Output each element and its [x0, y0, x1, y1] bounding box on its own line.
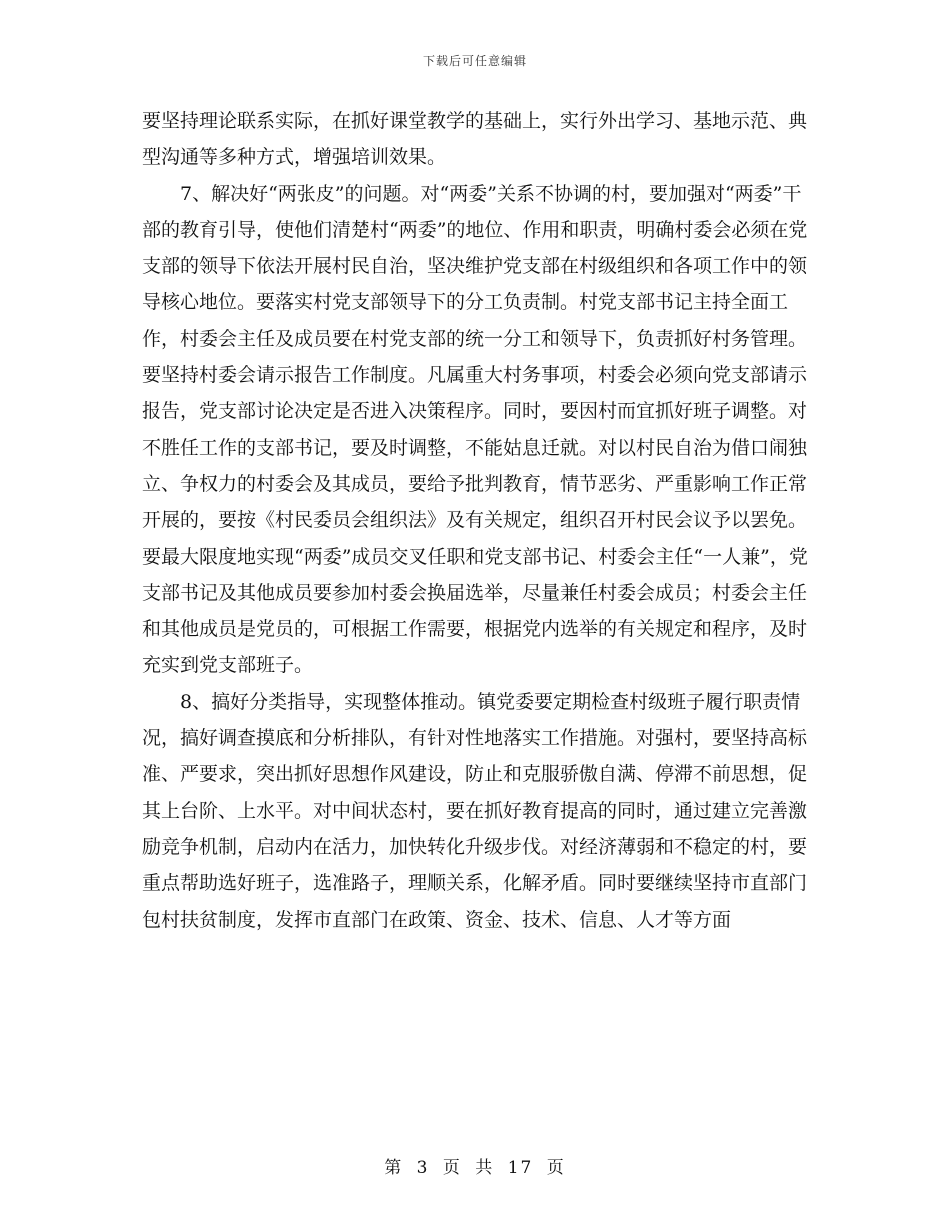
paragraph-item-7: 7、解决好“两张皮”的问题。对“两委”关系不协调的村，要加强对“两委”干部的教育引导，使他们清楚村“两委”的地位、作用和职责，明确村委会必须在党支部的领导下依法开展村民自治，坚决维护党支部在村级组织和各项工作中的领导核心地位。要落实村党支部领导下的分工负责制。村党支部书记主持全面工作，村委会主任及成员要在村党支部的统一分工和领导下，负责抓好村务管理。要坚持村委会请示报告工作制度。凡属重大村务事项，村委会必须向党支部请示报告，党支部讨论决定是否进入决策程序。同时，要因村而宜抓好班子调整。对不胜任工作的支部书记，要及时调整，不能姑息迁就。对以村民自治为借口闹独立、争权力的村委会及其成员，要给予批判教育，情节恶劣、严重影响工作正常开展的，要按《村民委员会组织法》及有关规定，组织召开村民会议予以罢免。要最大限度地实现“两委”成员交叉任职和党支部书记、村委会主任“一人兼”，党支部书记及其他成员要参加村委会换届选举，尽量兼任村委会成员；村委会主任和其他成员是党员的，可根据工作需要，根据党内选举的有关规定和程序，及时充实到党支部班子。	[142, 182, 808, 677]
page-number-footer: 第 3 页 共 17 页	[384, 1158, 566, 1178]
paragraph-item-8: 8、搞好分类指导，实现整体推动。镇党委要定期检查村级班子履行职责情况，搞好调查摸底和分析排队，有针对性地落实工作措施。对强村，要坚持高标准、严要求，突出抓好思想作风建设，防止和克服骄傲自满、停滞不前思想，促其上台阶、上水平。对中间状态村，要在抓好教育提高的同时，通过建立完善激励竞争机制，启动内在活力，加快转化升级步伐。对经济薄弱和不稳定的村，要重点帮助选好班子，选准路子，理顺关系，化解矛盾。同时要继续坚持市直部门包村扶贫制度，发挥市直部门在政策、资金、技术、信息、人才等方面	[142, 690, 808, 931]
paragraph-continuation: 要坚持理论联系实际，在抓好课堂教学的基础上，实行外出学习、基地示范、典型沟通等多种方式，增强培训效果。	[142, 110, 808, 169]
document-body	[142, 103, 812, 938]
page-header-note: 下载后可任意编辑	[422, 54, 527, 68]
